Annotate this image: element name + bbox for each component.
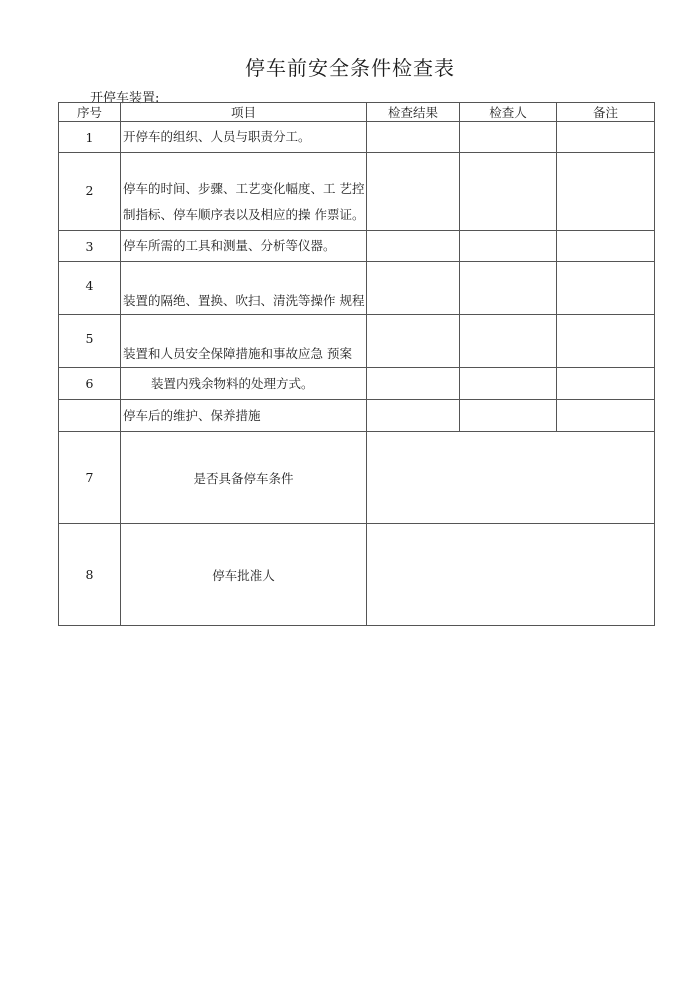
remarks-cell[interactable] [557, 400, 655, 432]
result-cell[interactable] [367, 368, 460, 400]
table-row [59, 153, 655, 231]
header-result: 检查结果 [367, 103, 460, 122]
table-row [59, 231, 655, 262]
table-row [59, 315, 655, 368]
remarks-cell[interactable] [557, 231, 655, 262]
row-number: 4 [59, 262, 121, 315]
table-row [59, 122, 655, 153]
row-number [59, 400, 121, 432]
remarks-cell[interactable] [557, 315, 655, 368]
table-row [59, 432, 655, 524]
result-cell[interactable] [367, 153, 460, 231]
row-number: 1 [59, 122, 121, 153]
table-row [59, 368, 655, 400]
result-cell[interactable] [367, 315, 460, 368]
row-item: 停车批准人 [121, 524, 367, 626]
row-number: 5 [59, 315, 121, 368]
remarks-cell[interactable] [557, 153, 655, 231]
checklist-table [58, 102, 655, 626]
condition-answer-cell[interactable] [367, 432, 655, 524]
remarks-cell[interactable] [557, 262, 655, 315]
result-cell[interactable] [367, 231, 460, 262]
table-row [59, 400, 655, 432]
header-remarks: 备注 [557, 103, 655, 122]
row-item: 停车所需的工具和测量、分析等仪器。 [121, 231, 367, 262]
row-item [121, 153, 367, 231]
inspector-cell[interactable] [460, 122, 557, 153]
table-header-row [59, 103, 655, 122]
remarks-cell[interactable] [557, 122, 655, 153]
result-cell[interactable] [367, 400, 460, 432]
inspector-cell[interactable] [460, 231, 557, 262]
table-row [59, 262, 655, 315]
header-item: 项目 [121, 103, 367, 122]
document-title: 停车前安全条件检查表 [245, 56, 455, 80]
inspector-cell[interactable] [460, 400, 557, 432]
row-number: 6 [59, 368, 121, 400]
row-number: 8 [59, 524, 121, 626]
row-item: 是否具备停车条件 [121, 432, 367, 524]
row-item-line: 制指标、停车顺序表以及相应的操 作票证。 [123, 207, 365, 222]
table-row [59, 524, 655, 626]
inspector-cell[interactable] [460, 153, 557, 231]
inspector-cell[interactable] [460, 262, 557, 315]
row-item-line: 停车的时间、步骤、工艺变化幅度、工 艺控 [123, 181, 365, 196]
row-item: 开停车的组织、人员与职责分工。 [121, 122, 367, 153]
header-inspector: 检查人 [460, 103, 557, 122]
header-no: 序号 [59, 103, 121, 122]
inspector-cell[interactable] [460, 368, 557, 400]
result-cell[interactable] [367, 262, 460, 315]
remarks-cell[interactable] [557, 368, 655, 400]
unit-label: 开停车装置: [90, 91, 160, 106]
approver-signature-cell[interactable] [367, 524, 655, 626]
inspector-cell[interactable] [460, 315, 557, 368]
row-number: 3 [59, 231, 121, 262]
row-item: 停车后的维护、保养措施 [121, 400, 367, 432]
row-item: 装置和人员安全保障措施和事故应急 预案 [121, 315, 367, 368]
row-item: 装置内残余物料的处理方式。 [121, 368, 367, 400]
row-number: 2 [59, 153, 121, 231]
result-cell[interactable] [367, 122, 460, 153]
row-item: 装置的隔绝、置换、吹扫、清洗等操作 规程 [121, 262, 367, 315]
row-number: 7 [59, 432, 121, 524]
